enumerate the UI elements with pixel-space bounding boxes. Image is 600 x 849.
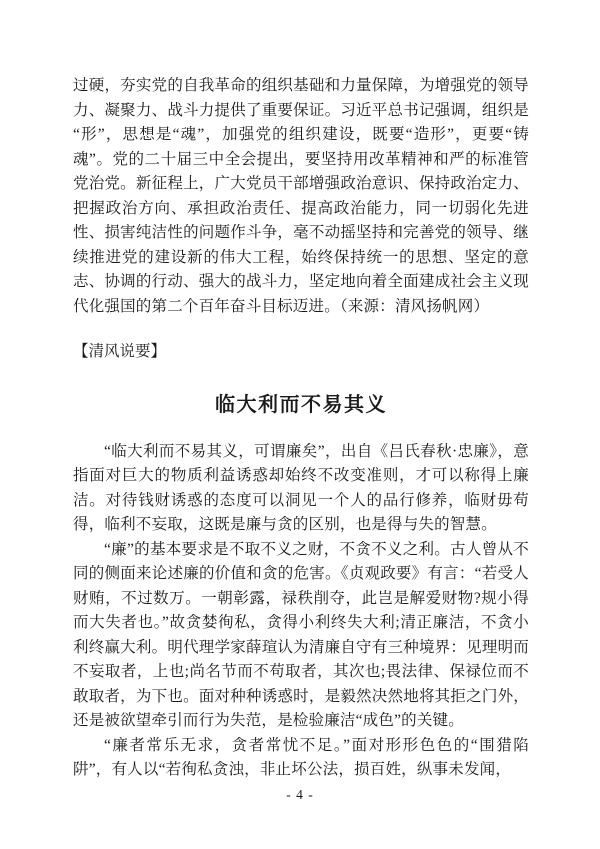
- article-paragraph-1: “临大利而不易其义，可谓廉矣”，出自《吕氏春秋·忠廉》，意指面对巨大的物质利益诱惑却始终不改变准则，才可以称得上廉洁。对待钱财诱惑的态度可以洞见一个人的品行修养，临财毋苟得，临利不妄取，这既是廉与贪的区别，也是得与失的智慧。: [73, 442, 529, 533]
- article-paragraph-2: “廉”的基本要求是不取不义之财，不贪不义之利。古人曾从不同的侧面来论述廉的价值和贪的危害。《贞观政要》有言：“若受人财贿，不过数万。一朝彰露，禄秩削夺，此岂是解爱财物?规小得而大失者也。”故贪婪徇私，贪得小利终失大利;清正廉洁，不贪小利终赢大利。明代理学家薛瑄认为清廉自守有三种境界：见理明而不妄取者，上也;尚名节而不苟取者，其次也;畏法律、保禄位而不敢取者，为下也。面对种种诱惑时，是毅然决然地将其拒之门外，还是被欲望牵引而行为失范，是检验廉洁“成色”的关键。: [73, 540, 529, 729]
- section-header: 【清风说要】: [73, 343, 167, 360]
- page-number: - 4 -: [286, 787, 314, 802]
- continued-paragraph: 过硬，夯实党的自我革命的组织基础和力量保障，为增强党的领导力、凝聚力、战斗力提供了重要保证。习近平总书记强调，组织是“形”，思想是“魂”，加强党的组织建设，既要“造形”，更要“铸魂”。党的二十届三中全会提出，要坚持用改革精神和严的标准管党治党。新征程上，广大党员干部增强政治意识、保持政治定力、把握政治方向、承担政治责任、提高政治能力，同一切弱化先进性、损害纯洁性的问题作斗争，毫不动摇坚持和完善党的领导、继续推进党的建设新的伟大工程，始终保持统一的思想、坚定的意志、协调的行动、强大的战斗力，坚定地向着全面建成社会主义现代化强国的第二个百年奋斗目标迈进。（来源：清风扬帆网）: [73, 77, 529, 315]
- article-title: 临大利而不易其义: [215, 393, 387, 416]
- article-paragraph-3: “廉者常乐无求，贪者常忧不足。”面对形形色色的“围猎陷阱”，有人以“若徇私贪浊，非止坏公法，损百姓，纵事未发闻，: [73, 736, 529, 778]
- text-block: [73, 74, 529, 783]
